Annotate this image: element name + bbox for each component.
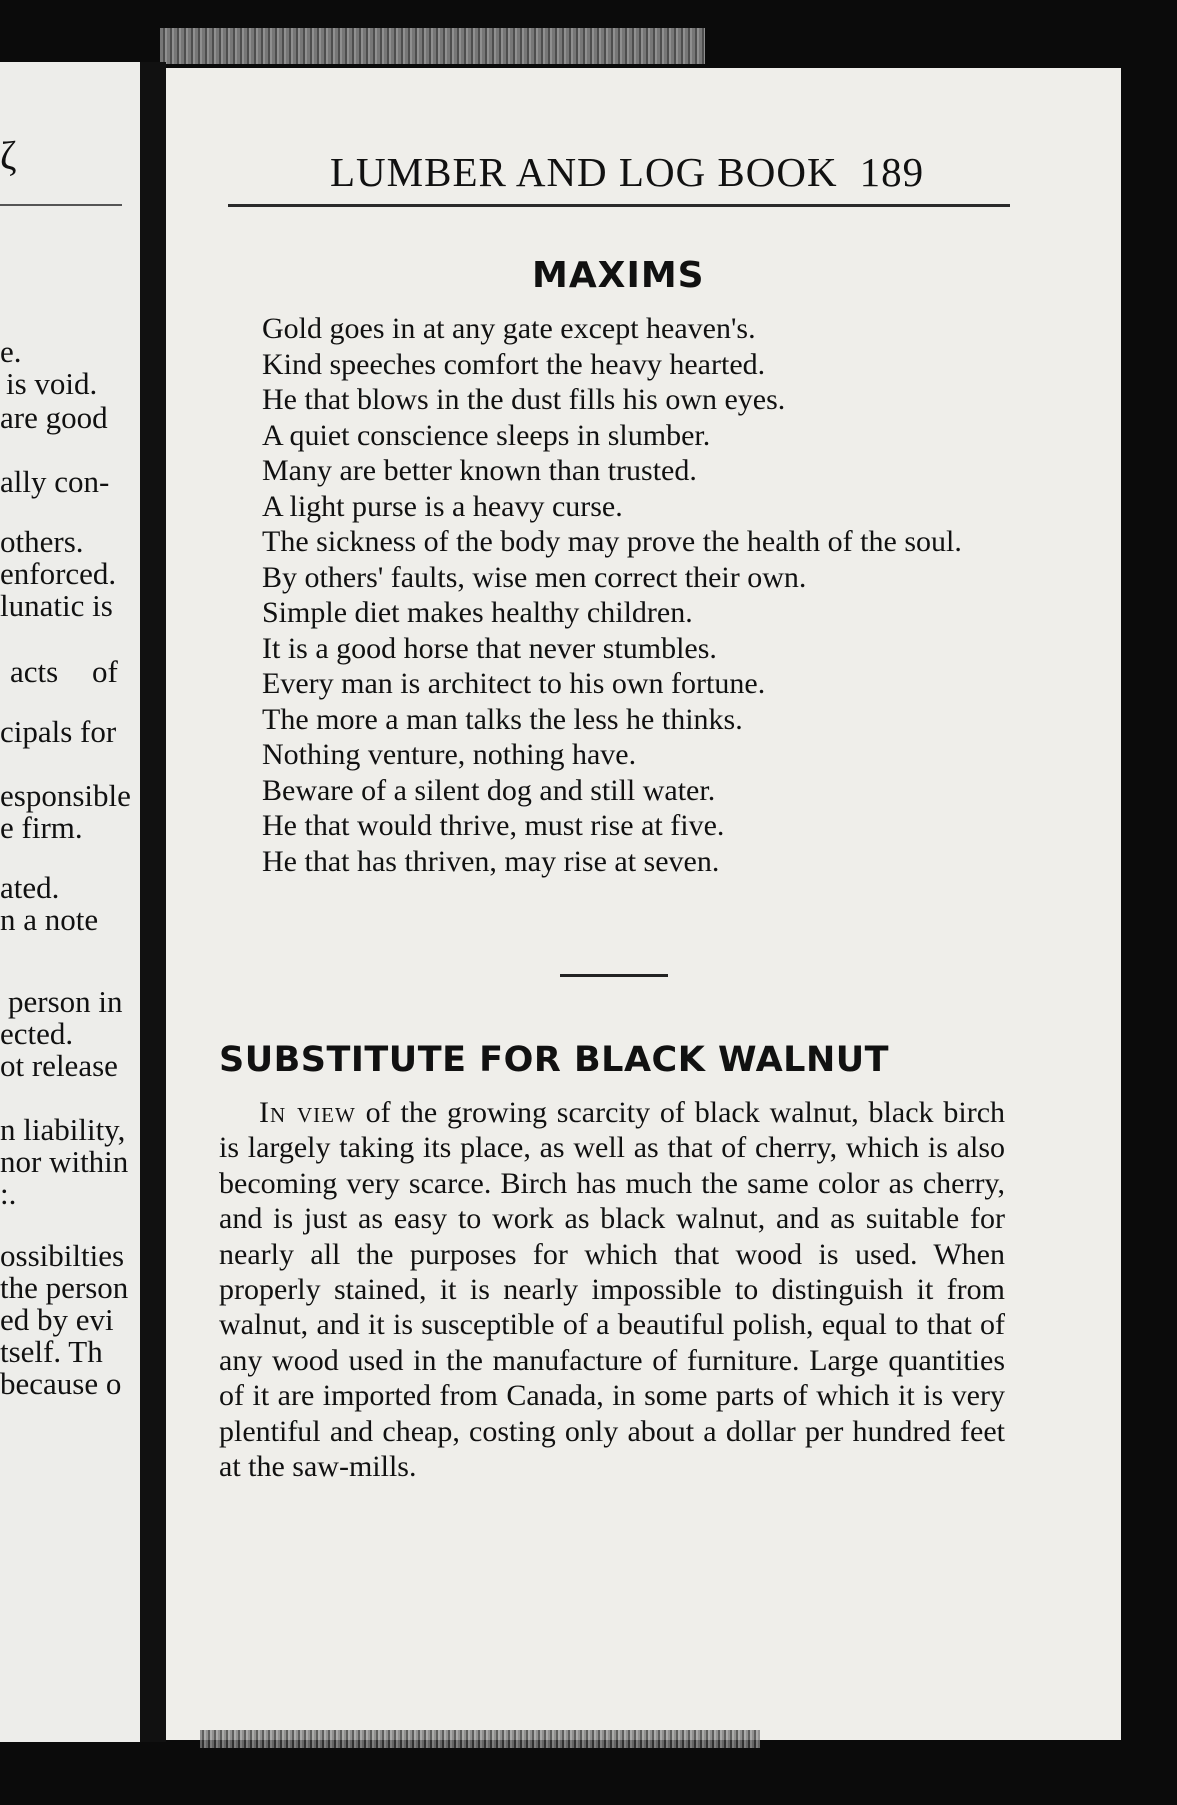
- left-fragment: nor within: [0, 1144, 129, 1179]
- maxims-list: [222, 311, 1012, 879]
- left-fragment: the person: [0, 1270, 129, 1305]
- left-fragment: others.: [0, 524, 84, 559]
- left-fragment: lunatic is: [0, 588, 113, 623]
- left-fragment: ally con-: [0, 464, 110, 499]
- maxim-line: It is a good horse that never stumbles.: [262, 631, 717, 665]
- left-fragment: ossibilties: [0, 1238, 125, 1273]
- maxim-line: He that would thrive, must rise at five.: [262, 809, 725, 842]
- maxim-line: He that has thriven, may rise at seven.: [262, 844, 720, 878]
- left-fragment: are good: [0, 400, 108, 435]
- maxim-line: Gold goes in at any gate except heaven's.: [262, 312, 756, 345]
- paragraph-lead: In view: [259, 1096, 356, 1129]
- header-rule: [228, 204, 1010, 207]
- maxim-line: Nothing venture, nothing have.: [262, 738, 637, 771]
- maxim-line: A light purse is a heavy curse.: [262, 489, 623, 523]
- left-fragment: n liability,: [0, 1112, 126, 1147]
- maxim-line: Simple diet makes healthy children.: [262, 596, 693, 629]
- running-header: [330, 148, 924, 196]
- maxim-line: The more a man talks the less he thinks.: [262, 702, 743, 736]
- walnut-title: SUBSTITUTE FOR BLACK WALNUT: [219, 1040, 890, 1080]
- left-fragment: e.: [0, 334, 22, 369]
- left-fragment: cipals for: [0, 714, 117, 749]
- left-fragment: because o: [0, 1366, 122, 1401]
- left-page-rule: [0, 204, 122, 206]
- maxim-line: Many are better known than trusted.: [262, 454, 697, 487]
- left-fragment: n a note: [0, 902, 99, 937]
- maxim-line: The sickness of the body may prove the health of the soul.: [262, 525, 962, 558]
- left-fragment: is void.: [6, 366, 98, 401]
- book-title: LUMBER AND LOG BOOK: [330, 149, 838, 195]
- walnut-paragraph: [219, 1095, 1005, 1484]
- left-fragment: ed by evi: [0, 1302, 114, 1337]
- left-fragment: ated.: [0, 870, 60, 905]
- left-fragment: ot release: [0, 1048, 118, 1083]
- left-fragment: enforced.: [0, 556, 117, 591]
- maxim-line: Kind speeches comfort the heavy hearted.: [262, 347, 766, 381]
- maxims-title: MAXIMS: [532, 255, 705, 296]
- page-number: 189: [859, 149, 925, 195]
- left-fragment: esponsible: [0, 778, 131, 813]
- section-divider: [560, 974, 668, 977]
- scan-edge-bottom: [200, 1730, 760, 1748]
- maxim-line: Every man is architect to his own fortune.: [262, 667, 766, 700]
- maxim-line: He that blows in the dust fills his own eyes.: [262, 383, 786, 416]
- left-fragment: person in: [8, 984, 123, 1019]
- maxim-line: A quiet conscience sleeps in slumber.: [262, 418, 711, 452]
- maxim-line: Beware of a silent dog and still water.: [262, 773, 716, 807]
- left-fragment: ζ: [0, 133, 17, 178]
- scan-edge-top: [160, 28, 705, 64]
- left-fragment: e firm.: [0, 810, 83, 845]
- left-fragment: acts of: [10, 654, 118, 689]
- left-fragment: :.: [0, 1176, 17, 1211]
- left-fragment: tself. Th: [0, 1334, 103, 1369]
- paragraph-body: of the growing scarcity of black walnut, black birch is largely taking its place, as well as that of cherry, which is also becoming very scarce. Birch has much the same color as cherry, and is just as easy to work as black walnut, and as suitable for nearly all the purposes for which that wood is used. When properly stained, it is nearly impossible to distinguish it from walnut, and it is susceptible of a beautiful polish, equal to that of any wood used in the manufacture of furniture. Large quantities of it are imported from Canada, in some parts of which it is very plentiful and cheap, costing only about a dollar per hundred feet at the saw-mills.: [219, 1096, 1006, 1484]
- book-gutter: [140, 62, 166, 1742]
- left-fragment: ected.: [0, 1016, 74, 1051]
- left-page-fragment: [0, 62, 140, 1742]
- maxim-line: By others' faults, wise men correct their own.: [262, 560, 807, 594]
